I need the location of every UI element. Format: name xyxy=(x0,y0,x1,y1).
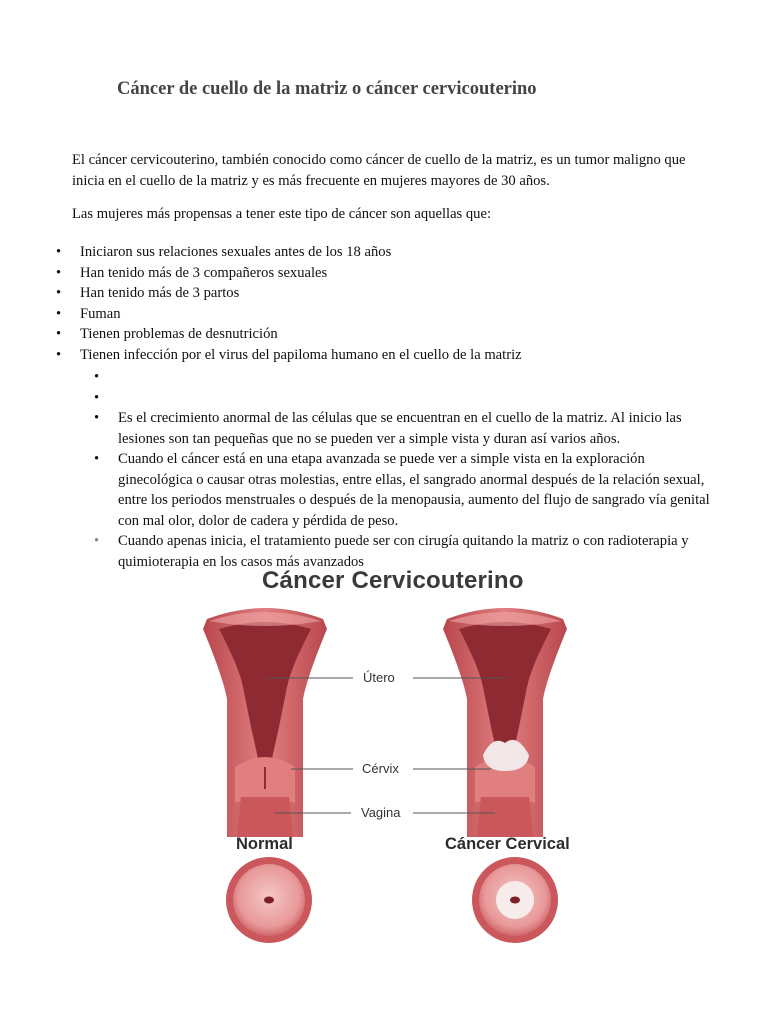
list-item: • Han tenido más de 3 partos xyxy=(80,283,720,304)
normal-uterus xyxy=(203,608,327,837)
intro-paragraph: El cáncer cervicouterino, también conocido como cáncer de cuello de la matriz, es un tumor maligno que inicia en el cuello de la matriz y es más frecuente en mujeres mayores de 30 años. xyxy=(72,152,686,189)
list-item: • Cuando apenas inicia, el tratamiento puede ser con cirugía quitando la matriz o con radioterapia y quimioterapia en los casos más avanzados xyxy=(118,531,718,572)
page-title: Cáncer de cuello de la matriz o cáncer cervicouterino xyxy=(117,79,537,99)
normal-cervix-disc xyxy=(226,857,312,943)
normal-caption: Normal xyxy=(236,835,293,853)
list-item: • Es el crecimiento anormal de las células que se encuentran en el cuello de la matriz. Al inicio las lesiones son tan pequeñas que no se pueden ver a simple vista y duran así varios años. xyxy=(118,408,718,449)
figure-title: Cáncer Cervicouterino xyxy=(262,567,524,594)
vagina-label: Vagina xyxy=(361,805,401,820)
list-item: • Iniciaron sus relaciones sexuales antes de los 18 años xyxy=(80,242,720,263)
sub-item-list xyxy=(118,367,718,572)
list-item: • Fuman xyxy=(80,304,720,325)
list-item: • Tienen infección por el virus del papiloma humano en el cuello de la matriz xyxy=(80,345,720,366)
list-item xyxy=(118,388,718,409)
cancer-caption: Cáncer Cervical xyxy=(445,835,570,853)
anatomy-illustration xyxy=(195,567,615,947)
risk-factor-list xyxy=(80,242,720,365)
cervix-label: Cérvix xyxy=(362,761,399,776)
risk-intro: Las mujeres más propensas a tener este tipo de cáncer son aquellas que: xyxy=(72,206,492,222)
cancer-uterus xyxy=(443,608,567,837)
list-item: • Han tenido más de 3 compañeros sexuales xyxy=(80,263,720,284)
list-item: • Tienen problemas de desnutrición xyxy=(80,324,720,345)
list-item: • Cuando el cáncer está en una etapa avanzada se puede ver a simple vista en la exploración ginecológica o causar otras molestias, entre ellas, el sangrado anormal después de la relación sexual, entre los periodos menstruales o después de la menopausia, aumento del flujo de sangrado vía genital con mal olor, dolor de cadera y pérdida de peso. xyxy=(118,449,718,531)
list-item xyxy=(118,367,718,388)
cancer-cervix-disc xyxy=(472,857,558,943)
cervical-cancer-figure xyxy=(195,567,615,947)
uterus-label: Útero xyxy=(363,670,395,685)
